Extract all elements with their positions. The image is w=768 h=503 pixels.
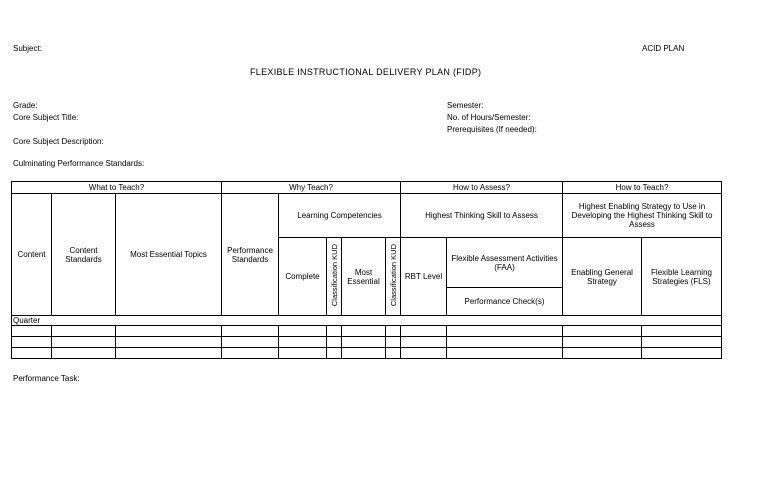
core-subject-title-field: Core Subject Title: xyxy=(13,113,79,122)
culminating-standards-field: Culminating Performance Standards: xyxy=(13,159,145,168)
quarter-row: Quarter xyxy=(12,316,722,326)
learning-competencies-header: Learning Competencies xyxy=(279,194,401,238)
table-row xyxy=(12,337,722,348)
complete-header: Complete xyxy=(279,238,327,316)
table-row xyxy=(12,348,722,359)
performance-standards-header: Performance Standards xyxy=(222,194,279,316)
subject-label: Subject: xyxy=(13,44,42,53)
performance-checks-header: Performance Check(s) xyxy=(447,288,563,316)
performance-task-field: Performance Task: xyxy=(13,374,80,383)
content-standards-header: Content Standards xyxy=(52,194,116,316)
highest-enabling-strategy-header: Highest Enabling Strategy to Use in Developing the Highest Thinking Skill to Assess xyxy=(563,194,722,238)
classification-kud-header-2: Classification KUD xyxy=(386,238,401,316)
semester-field: Semester: xyxy=(447,101,484,110)
why-teach-header: Why Teach? xyxy=(222,182,401,194)
document-title: FLEXIBLE INSTRUCTIONAL DELIVERY PLAN (FIDP) xyxy=(250,67,482,77)
prerequisites-field: Prerequisites (If needed): xyxy=(447,125,537,134)
how-to-assess-header: How to Assess? xyxy=(401,182,563,194)
faa-header: Flexible Assessment Activities (FAA) xyxy=(447,238,563,288)
what-to-teach-header: What to Teach? xyxy=(12,182,222,194)
hours-field: No. of Hours/Semester: xyxy=(447,113,531,122)
table-row xyxy=(12,326,722,337)
most-essential-topics-header: Most Essential Topics xyxy=(116,194,222,316)
fidp-table xyxy=(11,181,722,359)
fls-header: Flexible Learning Strategies (FLS) xyxy=(642,238,722,316)
how-to-teach-header: How to Teach? xyxy=(563,182,722,194)
classification-kud-header-1: Classification KUD xyxy=(327,238,342,316)
content-header: Content xyxy=(12,194,52,316)
enabling-general-strategy-header: Enabling General Strategy xyxy=(563,238,642,316)
most-essential-header: Most Essential xyxy=(342,238,386,316)
grade-field: Grade: xyxy=(13,101,38,110)
highest-thinking-skill-header: Highest Thinking Skill to Assess xyxy=(401,194,563,238)
core-subject-description-field: Core Subject Description: xyxy=(13,137,104,146)
plan-label: ACID PLAN xyxy=(642,44,685,53)
rbt-level-header: RBT Level xyxy=(401,238,447,316)
